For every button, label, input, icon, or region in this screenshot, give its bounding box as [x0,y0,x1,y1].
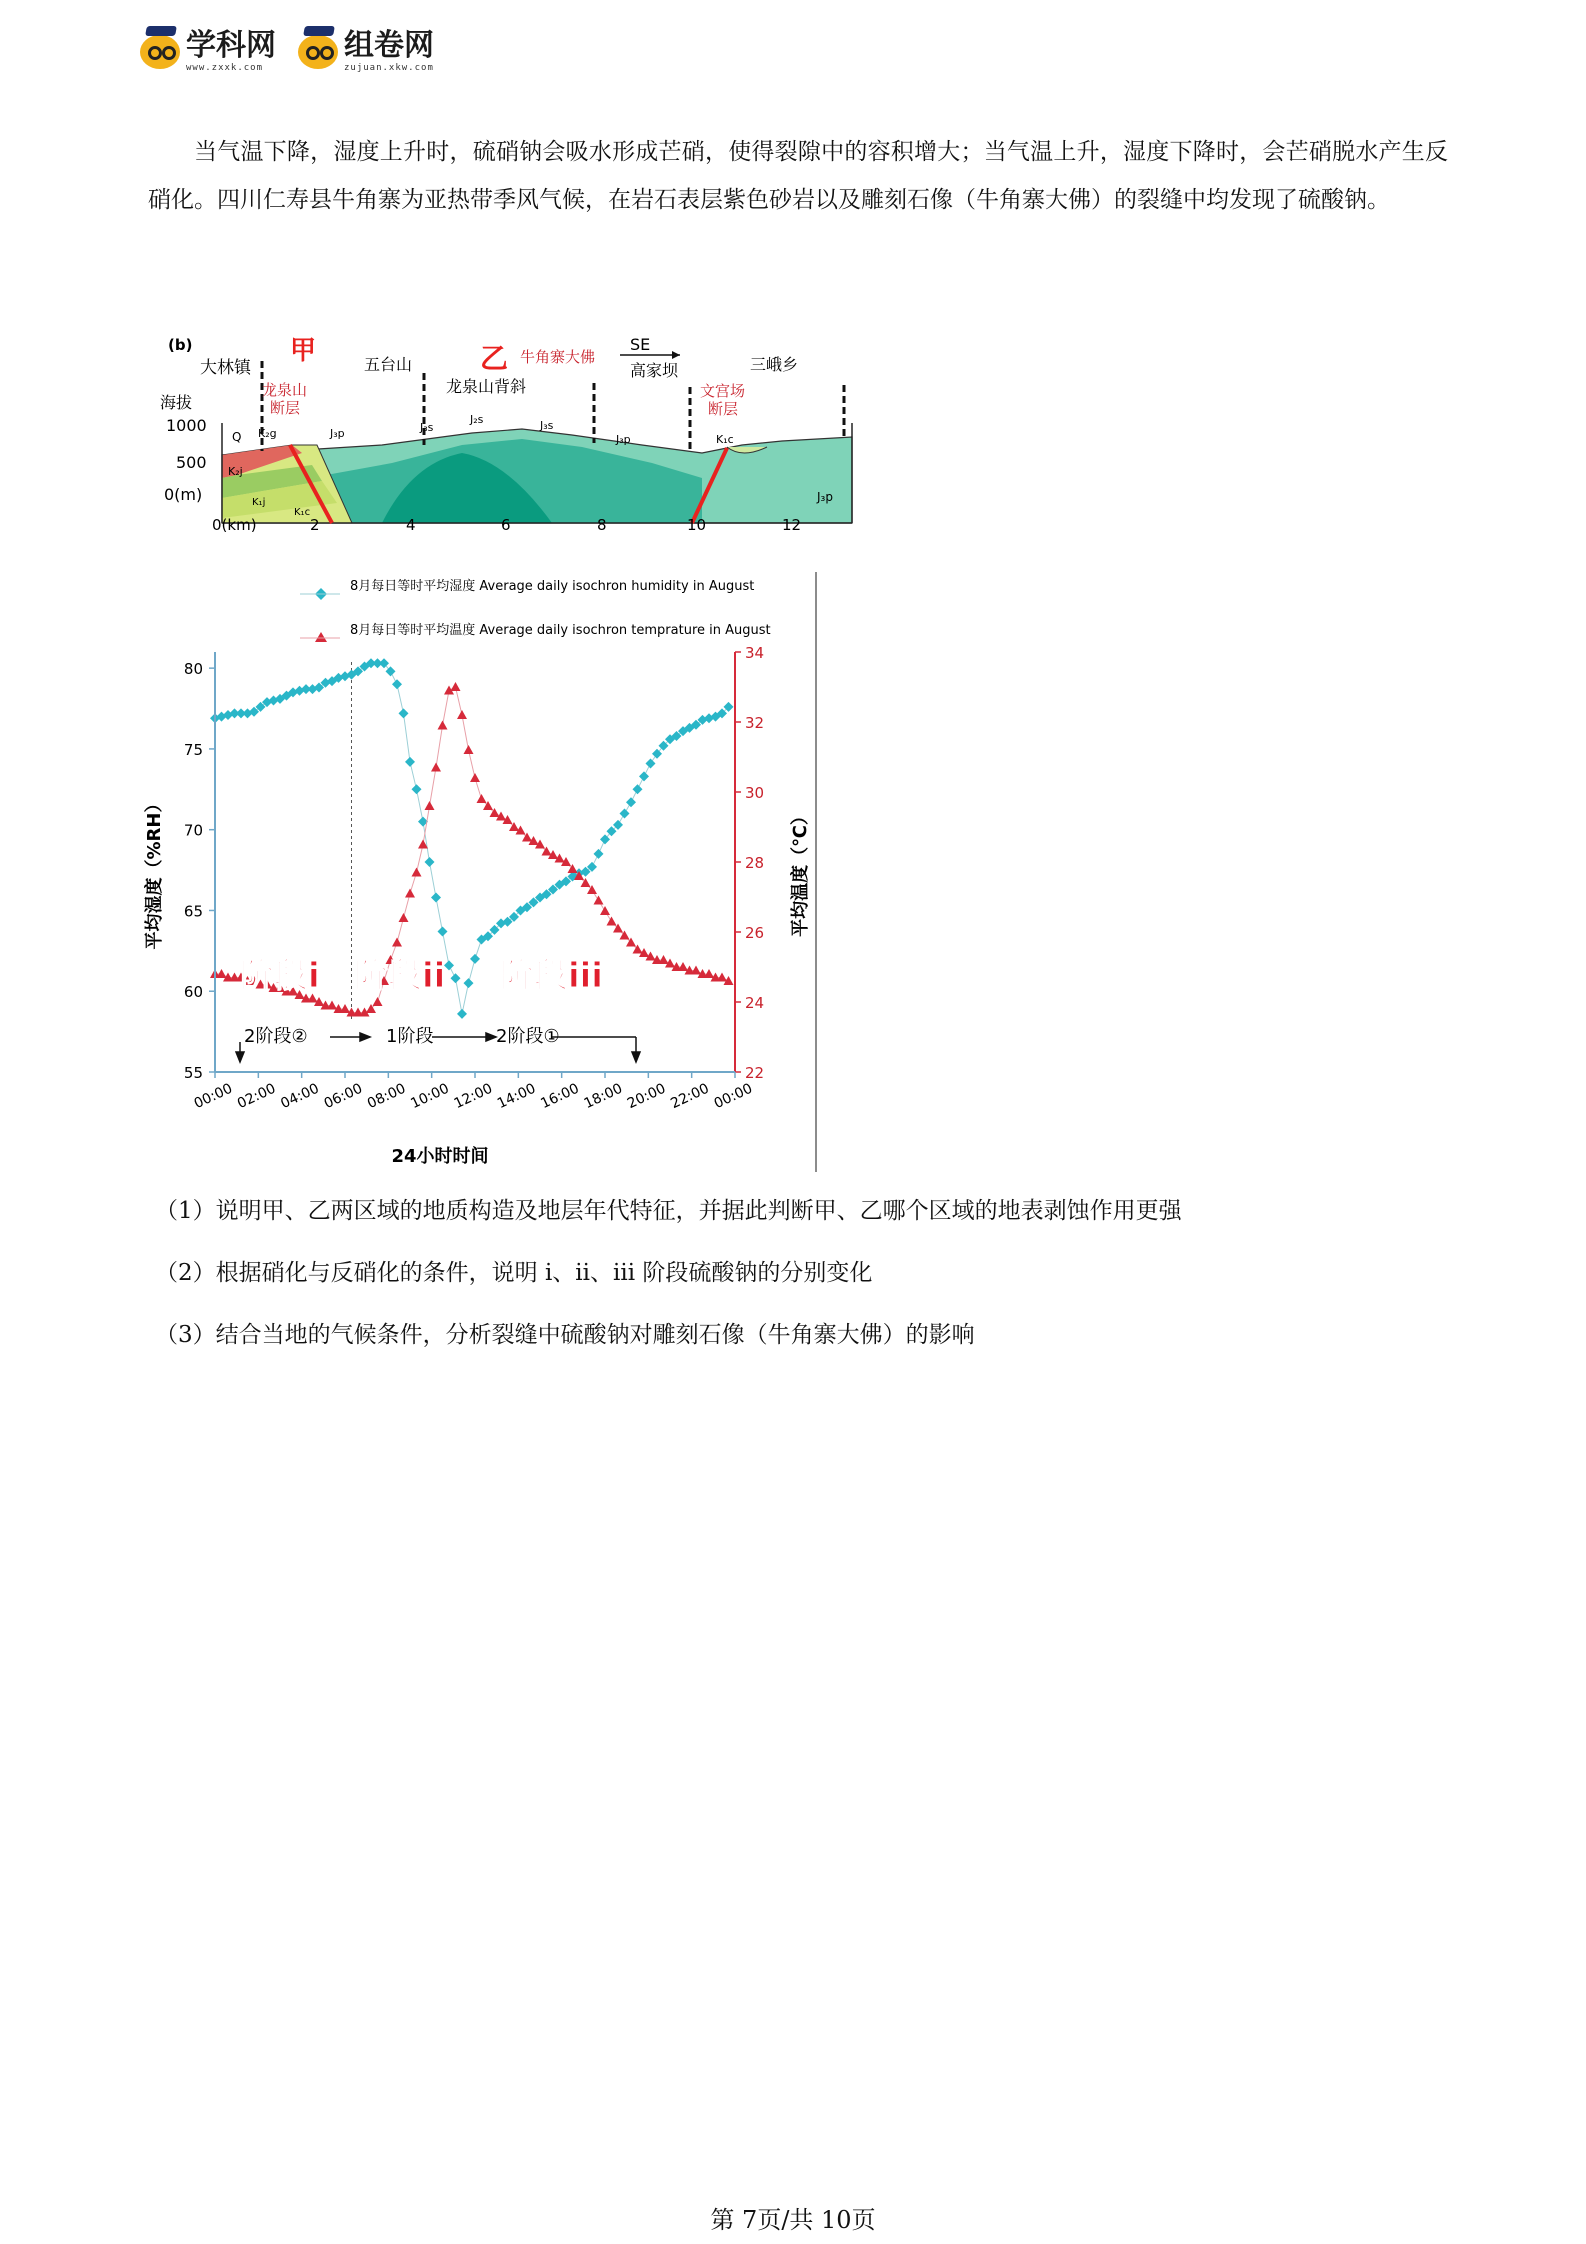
humidity-point [431,893,441,903]
humidity-point [399,708,409,718]
humidity-point [392,679,402,689]
temperature-point [600,906,610,915]
x-tick-label: 00:00 [191,1080,235,1113]
question-3: （3）结合当地的气候条件，分析裂缝中硫酸钠对雕刻石像（牛角寨大佛）的影响 [155,1322,975,1348]
y-right-tick-label: 22 [745,1064,765,1082]
x-tick-label: 22:00 [668,1080,712,1113]
x-tick-label: 14:00 [494,1080,539,1113]
place-dalin: 大林镇 [200,358,251,378]
temperature-point [457,710,467,719]
y-right-tick-label: 32 [745,714,765,732]
x-tick: 6 [501,516,511,534]
legend-temperature-marker [315,632,327,642]
temperature-point [399,913,409,922]
y-left-tick-label: 60 [183,983,203,1002]
logo-url: zujuan.xkw.com [344,63,434,73]
humidity-point [386,666,396,676]
y-right-tick-label: 30 [745,784,765,802]
x-tick: 0(km) [212,516,257,534]
y-tick: 1000 [166,416,207,435]
y-left-tick-label: 70 [183,821,203,840]
y-right-tick-label: 28 [745,854,765,872]
humidity-point [633,784,643,794]
phase-2a-label: 2阶段① [496,1026,560,1047]
logo-zujuan[interactable] [298,28,434,73]
label-q: Q [232,430,242,444]
place-sane: 三峨乡 [750,355,799,374]
question-2: （2）根据硝化与反硝化的条件，说明 i、ii、iii 阶段硫酸钠的分别变化 [155,1260,873,1286]
label-k2j: K₂j [228,465,243,478]
legend-humidity-label: 8月每日等时平均湿度 Average daily isochron humidity in August [350,579,755,594]
stage-iii-label: 阶段iii [500,956,603,996]
owl-logo-icon [140,35,180,69]
y-axis-left-label: 平均湿度（%RH） [144,794,165,950]
label-j2s: J₂s [470,413,484,426]
temperature-point [464,745,474,754]
temperature-point [412,868,422,877]
legend-temperature-label: 8月每日等时平均温度 Average daily isochron temprature in August [350,623,771,638]
x-tick: 2 [310,516,320,534]
temperature-point [373,997,383,1006]
fault-label-longquan-1: 龙泉山 [262,381,308,399]
y-left-tick-label: 80 [183,660,203,679]
temperature-point [451,682,461,691]
temperature-point [405,889,415,898]
temperature-point [477,794,487,803]
geologic-profile [160,328,833,538]
panel-label: (b) [168,336,193,354]
x-tick-label: 12:00 [451,1080,495,1113]
label-j3p-a: J₃p [330,427,345,440]
x-tick-label: 20:00 [624,1080,669,1113]
x-tick: 4 [406,516,416,534]
label-k1c-right: K₁c [716,433,734,446]
humidity-point [379,658,389,668]
label-k1j: K₁j [252,497,266,508]
y-tick: 500 [176,453,207,472]
temperature-point [594,896,604,905]
phase-2b-label: 2阶段② [244,1026,308,1047]
x-tick-label: 02:00 [234,1080,279,1113]
x-tick-label: 00:00 [711,1080,755,1113]
place-anticline: 龙泉山背斜 [446,377,527,396]
humidity-point [405,757,415,767]
x-tick-label: 18:00 [581,1080,625,1113]
x-tick-label: 04:00 [278,1080,322,1113]
fault-label-wengong-2: 断层 [708,400,739,418]
x-tick: 8 [597,516,607,534]
y-left-tick-label: 75 [183,740,203,759]
x-tick: 12 [782,516,802,534]
humidity-point [600,834,610,844]
region-jia: 甲 [290,336,317,366]
x-axis-label: 24小时时间 [391,1146,489,1167]
stage-ii-label: 阶段ii [354,956,446,996]
elevation-label: 海拔 [160,393,193,412]
question-1: （1）说明甲、乙两区域的地质构造及地层年代特征，并据此判断甲、乙哪个区域的地表剥蚀作用更强 [155,1198,1182,1224]
y-tick: 0(m) [164,485,203,504]
direction-label: SE [630,335,651,354]
x-tick-label: 08:00 [364,1080,409,1113]
label-j3p-b: J₃p [616,433,631,446]
humidity-point [470,954,480,964]
label-k2g: K₂g [258,427,277,440]
humidity-point [457,1009,467,1019]
logo-title: 组卷网 [344,28,434,63]
humidity-point [412,784,422,794]
label-k1c-left: K₁c [294,507,311,518]
label-j3s-b: J₃s [540,419,554,432]
temperature-point [425,801,435,810]
humidity-point [594,849,604,859]
region-yi: 乙 [480,342,509,375]
header [140,22,434,82]
x-tick-label: 10:00 [408,1080,452,1113]
place-gaojia: 高家坝 [630,361,679,380]
x-tick: 10 [687,516,707,534]
label-j3s-a: J₃s [420,421,434,434]
y-left-tick-label: 55 [183,1064,203,1082]
stage-i-label: 阶段i [240,956,320,996]
intro-text: 当气温下降，湿度上升时，硫硝钠会吸水形成芒硝，使得裂隙中的容积增大；当气温上升，湿度下降时，会芒硝脱水产生反硝化。四川仁寿县牛角寨为亚热带季风气候，在岩石表层紫色砂岩以及雕刻石像（牛角寨大佛）的裂缝中均发现了硫酸钠。 [148,139,1448,213]
humidity-point [451,973,461,983]
humidity-point [620,809,630,819]
y-right-tick-label: 24 [745,994,765,1012]
place-wutai: 五台山 [364,355,413,374]
humidity-point [639,771,649,781]
page-number: 第 7页/共 10页 [710,2206,876,2234]
label-j3p-c: J₃p [817,490,833,504]
y-left-tick-label: 65 [183,902,203,921]
fault-label-longquan-2: 断层 [270,399,301,417]
humidity-point [444,960,454,970]
owl-logo-icon [298,35,338,69]
humidity-point [425,857,435,867]
intro-paragraph [148,128,1448,224]
humidity-point [646,758,656,768]
y-axis-right-label: 平均温度（℃） [790,807,811,937]
place-buddha: 牛角寨大佛 [520,348,596,366]
y-right-tick-label: 34 [745,644,765,662]
humidity-point [626,797,636,807]
x-tick-label: 06:00 [321,1080,365,1113]
y-right-tick-label: 26 [745,924,765,942]
fault-label-wengong-1: 文宫场 [700,382,746,400]
x-tick-label: 16:00 [538,1080,582,1113]
temperature-point [431,763,441,772]
logo-url: www.zxxk.com [186,63,264,73]
humidity-point [438,926,448,936]
temperature-point [392,938,402,947]
logo-title: 学科网 [186,28,276,63]
temperature-point [470,773,480,782]
temperature-point [607,917,617,926]
logo-zxxk[interactable] [140,28,276,73]
humidity-point [652,749,662,759]
legend [300,578,771,642]
phase-1-label: 1阶段 [386,1026,434,1047]
temperature-point [438,721,448,730]
humidity-point [464,978,474,988]
humidity-temperature-chart [140,572,840,1172]
